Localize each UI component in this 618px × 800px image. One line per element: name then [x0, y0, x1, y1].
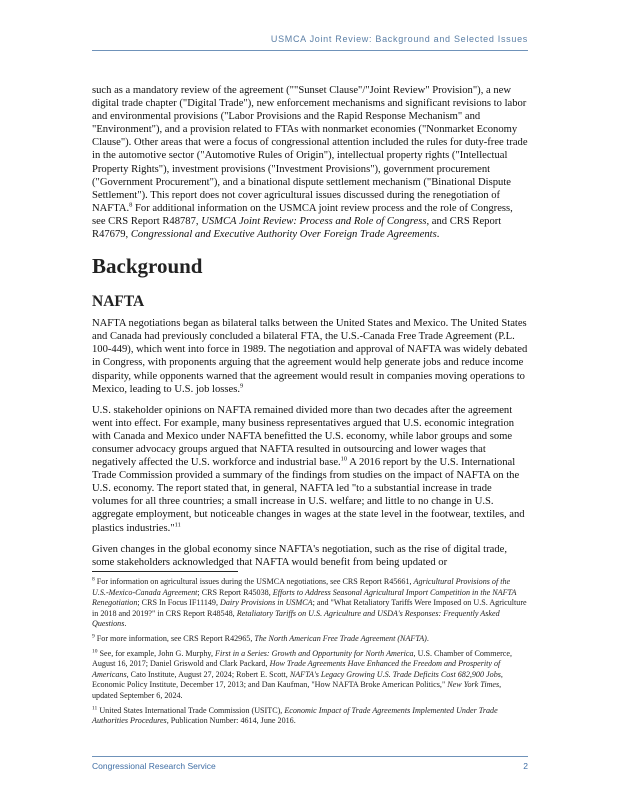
footnote-title: Retaliatory Tariffs on U.S. Agriculture and USDA's Responses: Frequently Asked Questions [92, 608, 500, 629]
footnote-text: ; CRS Report R45038, [197, 587, 273, 597]
footnote-title: Dairy Provisions in USMCA [220, 598, 313, 608]
footer-publisher: Congressional Research Service [92, 761, 216, 771]
intro-paragraph [92, 84, 528, 241]
footnote-ref-11[interactable]: 11 [174, 521, 181, 528]
footnote-9 [92, 634, 528, 645]
intro-text: For additional information on the USMCA joint review process and the role of Congress, see CRS Report R48787, [92, 202, 513, 227]
running-head: USMCA Joint Review: Background and Selected Issues [270, 34, 528, 44]
footnote-title: First in a Series: Growth and Opportunity for North America [215, 648, 414, 658]
intro-text: , and CRS Report R47679, [92, 215, 502, 241]
footnote-text: . [124, 619, 127, 629]
footnote-11 [92, 706, 528, 727]
footnote-title: The North American Free Trade Agreement (NAFTA) [254, 633, 427, 643]
footnote-text: , Cato Institute, August 27, 2024; Robert E. Scott, [126, 669, 290, 679]
footnote-title: Agricultural Provisions of the U.S.-Mexico-Canada Agreement [92, 577, 511, 597]
footnote-ref-10[interactable]: 10 [340, 455, 348, 463]
footnote-number: 8 [92, 576, 95, 583]
report-title: Congressional and Executive Authority Over Foreign Trade Agreements [130, 229, 437, 241]
footer-rule [92, 756, 528, 757]
footnote-text: United States International Trade Commission (USITC), [97, 705, 285, 715]
footnote-8 [92, 577, 528, 630]
footnote-title: NAFTA's Legacy Growing U.S. Trade Deficits Cost 682,900 Jobs [289, 669, 501, 679]
footnote-number: 10 [92, 647, 98, 654]
footnote-text: , Publication Number: 4614, June 2016. [166, 716, 296, 726]
footnote-text: See, for example, John G. Murphy, [97, 648, 215, 658]
footnote-title: Economic Impact of Trade Agreements Implemented Under Trade Authorities Procedures [92, 705, 498, 726]
intro-text: . [436, 229, 440, 241]
report-title: USMCA Joint Review: Process and Role of Congress [201, 215, 427, 227]
footnote-number: 11 [92, 704, 98, 711]
paragraph-text: NAFTA negotiations began as bilateral talks between the United States and Mexico. The United States and Canada had previously concluded a bilateral FTA, the U.S.-Canada Free Trade Agreement (P.L. 100-449), which went into force in 1989. The negotiation and approval of NAFTA was widely debated in Congress, with proponents arguing that the agreement would help generate jobs and reduce income disparity, while opponents warned that the agreement would result in companies moving operations to Mexico, leading to U.S. job losses. [92, 318, 528, 395]
footnote-text: , Economic Policy Institute, December 17, 2013; and Dan Kaufman, "How NAFTA Broke American Politics," [92, 669, 503, 690]
nafta-paragraph-1 [92, 317, 528, 396]
nafta-paragraph-2 [92, 404, 528, 535]
footnote-number: 9 [92, 633, 95, 640]
header-rule [92, 50, 528, 51]
footnote-text: . [426, 633, 429, 643]
footnote-ref-8[interactable]: 8 [129, 201, 133, 209]
nafta-heading: NAFTA [92, 293, 145, 311]
paragraph-text: U.S. stakeholder opinions on NAFTA remained divided more than two decades after the agreement went into effect. For example, many business representatives argued that U.S. economic integration with Canada and Mexico under NAFTA benefitted the U.S. economy, while labor groups and some consumer advocacy groups argued that NAFTA resulted in outsourcing and lower wages that negatively affected the U.S. workforce and industrial base. [92, 404, 515, 469]
footnote-title: How Trade Agreements Have Enhanced the Freedom and Prosperity of Americans [92, 659, 501, 679]
intro-text: such as a mandatory review of the agreement (""Sunset Clause"/"Joint Review" Provision"), a new digital trade chapter ("Digital Trade"), new enforcement mechanisms and significant revisions to labor and environmental provisions ("Labor Provisions and the Rapid Response Mechanism" and "Environment"), and a provision related to FTAs with nonmarket economies ("Nonmarket Economy Clause"). Other areas that were a focus of congressional attention included the rules for duty-free trade in the automotive sector ("Automotive Rules of Origin"), intellectual property rights ("Intellectual Property Rights"), investment provisions ("Investment Provisions"), government procurement ("Government Procurement"), and a binational dispute settlement mechanism ("Binational Dispute Settlement"). This report does not cover agricultural issues discussed during the renegotiation of NAFTA. [92, 85, 528, 214]
footnotes [92, 577, 528, 731]
footnote-text: For more information, see CRS Report R42965, [94, 633, 255, 643]
footnote-text: For information on agricultural issues during the USMCA negotiations, see CRS Report R45661, [94, 577, 414, 586]
footnote-text: ; CRS In Focus IF11149, [137, 598, 221, 608]
footnote-title: Efforts to Address Seasonal Agricultural Import Competition in the NAFTA Renegotiation [92, 587, 517, 608]
background-heading: Background [92, 254, 203, 279]
nafta-paragraph-3: Given changes in the global economy since NAFTA's negotiation, such as the rise of digital trade, some stakeholders acknowledged that NAFTA would benefit from being updated or [92, 543, 507, 568]
footnote-text: , U.S. Chamber of Commerce, August 16, 2017; Daniel Griswold and Clark Packard, [92, 648, 512, 669]
footnote-text: , updated September 6, 2024. [92, 680, 502, 700]
main-body [92, 84, 528, 577]
paragraph-text: A 2016 report by the U.S. International Trade Commission provided a summary of the findings from studies on the impact of NAFTA on the U.S. economy. The report stated that, in general, NAFTA led "to a substantial increase in trade volumes for all three countries; a small increase in U.S. welfare; and little to no change in U.S. aggregate employment, but noticeable changes in wages at the state level in the footwear, textiles, and plastics industries." [92, 457, 525, 534]
footnote-separator [92, 571, 238, 572]
page-number: 2 [523, 761, 528, 771]
footnote-text: ; and "What Retaliatory Tariffs Were Imposed on U.S. Agriculture in 2018 and 2019?" in CRS Report R48548, [92, 598, 527, 618]
footnote-10 [92, 649, 528, 702]
footnote-ref-9[interactable]: 9 [240, 382, 244, 390]
footnote-title: New York Times [447, 680, 500, 690]
